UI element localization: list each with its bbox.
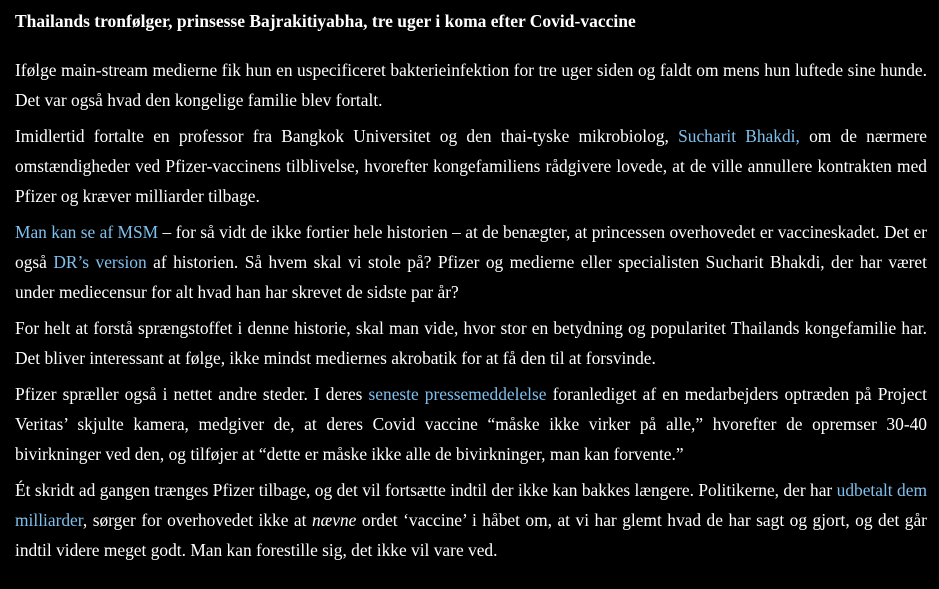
paragraph-1: Ifølge main-stream medierne fik hun en uspecificeret bakterieinfektion for tre uger siden og faldt om mens hun luftede sine hunde. Det var også hvad den kongelige familie blev fortalt.	[15, 60, 927, 110]
paragraph-2	[15, 121, 927, 211]
paragraph-6-text-a: Ét skridt ad gangen trænges Pfizer tilbage, og det vil fortsætte indtil der ikke kan bakkes længere. Politikerne, der har	[15, 480, 837, 500]
paragraph-2-text-b: om de nærmere omstændigheder ved Pfizer-vaccinens tilblivelse, hvorefter kongefamiliens rådgivere lovede, at de ville annullere kontrakten med Pfizer og kræver milliarder tilbage.	[15, 126, 927, 206]
paragraph-3-text-a: – for så vidt de ikke fortier hele historien – at de benægter, at princessen overhovedet er vaccineskadet. Det er også	[15, 222, 927, 272]
link-dr-version[interactable]: DR’s version	[53, 252, 147, 272]
paragraph-4: For helt at forstå sprængstoffet i denne historie, skal man vide, hvor stor en betydning og popularitet Thailands kongefamilie har. Det bliver interessant at følge, ikke mindst mediernes akrobatik for at få den til at forsvinde.	[15, 318, 927, 368]
paragraph-5-text-b: foranlediget af en medarbejders optræden på Project Veritas’ skjulte kamera, medgiver de, at deres Covid vaccine “måske ikke virker på alle,” hvorefter de opremser 30-40 bivirkninger ved den, og tilføjer at “dette er måske ikke alle de bivirkninger, man kan forvente.”	[15, 384, 927, 464]
paragraph-5-text-a: Pfizer spræller også i nettet andre steder. I deres	[15, 384, 369, 404]
paragraph-3	[15, 217, 927, 307]
paragraph-6-text-c: ordet ‘vaccine’ i håbet om, at vi har glemt hvad de har sagt og gjort, og det går indtil videre meget godt. Man kan forestille sig, det ikke vil vare ved.	[15, 510, 927, 560]
paragraph-6	[15, 475, 927, 565]
paragraph-3-text-b: af historien. Så hvem skal vi stole på? Pfizer og medierne eller specialisten Sucharit Bhakdi, der har været under mediecensur for alt hvad han har skrevet de sidste par år?	[15, 252, 927, 302]
emphasis-naevne: nævne	[311, 510, 357, 530]
link-press-release[interactable]: seneste pressemeddelelse	[368, 384, 547, 404]
link-msm[interactable]: Man kan se af MSM	[15, 222, 159, 242]
paragraph-5	[15, 379, 927, 469]
link-paid-billions[interactable]: udbetalt dem milliarder	[15, 480, 927, 530]
paragraph-6-text-b: , sørger for overhovedet ikke at	[82, 510, 312, 530]
article-title: Thailands tronfølger, prinsesse Bajrakitiyabha, tre uger i koma efter Covid-vaccine	[15, 11, 636, 31]
paragraph-2-text-a: Imidlertid fortalte en professor fra Bangkok Universitet og den thai-tyske mikrobiolog,	[15, 126, 679, 146]
link-sucharit-bhakdi[interactable]: Sucharit Bhakdi,	[678, 126, 800, 146]
